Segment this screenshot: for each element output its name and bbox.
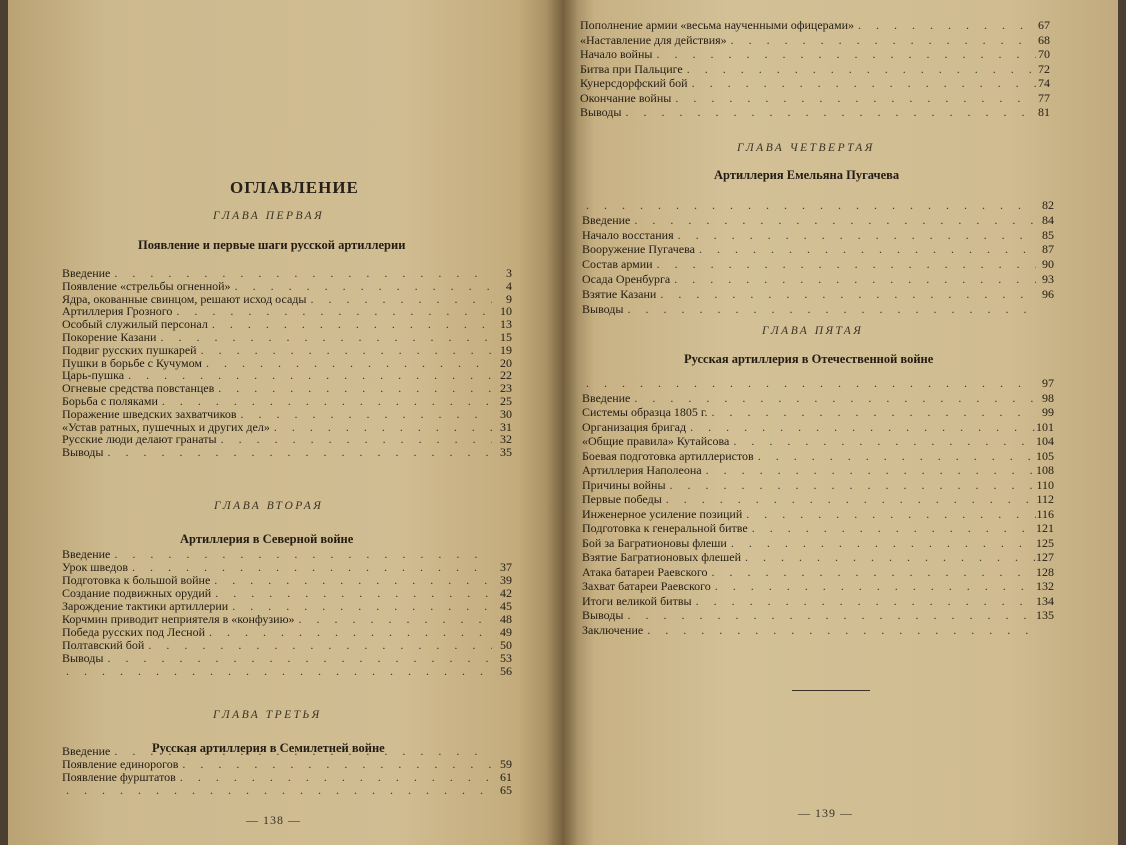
dot-leader [695, 242, 1036, 256]
toc-entry-title: Борьба с поляками [62, 394, 158, 408]
toc-entry-page: 110 [1036, 477, 1054, 492]
toc-entry-page: 67 [1038, 18, 1050, 32]
toc-entry [582, 463, 1036, 477]
toc-entry [580, 62, 1036, 76]
toc-entry-title: Создание подвижных орудий [62, 586, 212, 600]
toc-entry-title: Введение [62, 744, 111, 758]
toc-entry [582, 242, 1036, 256]
right-page [562, 0, 1118, 845]
toc-entry-title: Системы образца 1805 г. [582, 405, 708, 419]
toc-entry-title: Пушки в борьбе с Кучумом [62, 355, 202, 370]
toc-entry [582, 391, 1036, 405]
toc-entry-title: Русские люди делают гранаты [62, 432, 217, 447]
dot-leader [178, 757, 492, 771]
toc-entry-title: Подготовка к генеральной битве [582, 521, 748, 535]
toc-entry-title: Атака батареи Раевского [582, 564, 708, 579]
toc-entry [580, 76, 1036, 90]
toc-entry [62, 744, 492, 758]
toc-entry-page: 23 [500, 381, 512, 396]
dot-leader [727, 536, 1036, 550]
toc-entry-page: 121 [1036, 521, 1054, 535]
dot-leader [674, 228, 1036, 242]
toc-entry [62, 651, 492, 665]
toc-heading: ОГЛАВЛЕНИЕ [230, 178, 359, 197]
toc-entry [580, 18, 1036, 32]
toc-entry-title: Полтавский бой [62, 638, 145, 652]
toc-entry-title: Победа русских под Лесной [62, 625, 205, 639]
toc-entry-page: 93 [1042, 272, 1054, 286]
dot-leader [727, 33, 1036, 47]
toc-entry-page: 112 [1036, 492, 1054, 506]
toc-entry-page: 15 [500, 330, 512, 344]
toc-entry-page: 42 [500, 586, 512, 600]
dot-leader [228, 599, 492, 613]
toc-entry [582, 213, 1036, 227]
toc-entry-title: Выводы [62, 651, 104, 665]
dot-leader [582, 198, 1036, 212]
toc-entry [582, 302, 1036, 316]
toc-entry-title: Введение [582, 390, 631, 405]
toc-entry-page: 96 [1042, 286, 1054, 301]
toc-entry-title: Итоги великой битвы [582, 593, 692, 608]
toc-entry-page: 31 [500, 419, 512, 434]
chapter-title: Русская артиллерия в Отечественной войне [684, 352, 934, 366]
toc-entry-page: 127 [1036, 550, 1054, 564]
toc-entry [582, 198, 1036, 212]
toc-entry-page: 125 [1036, 535, 1054, 550]
toc-entry-title: Введение [582, 212, 631, 227]
toc-entry [582, 272, 1036, 286]
toc-entry [582, 449, 1036, 463]
dot-leader [711, 579, 1036, 593]
toc-entry-page: 74 [1038, 76, 1050, 90]
toc-entry-page: 50 [500, 638, 512, 652]
toc-entry-title: Заключение [582, 622, 644, 637]
chapter-label: ГЛАВА ПЯТАЯ [762, 325, 864, 337]
toc-entry-title: Окончание войны [580, 90, 672, 105]
toc-entry [582, 536, 1036, 550]
dot-leader [754, 449, 1036, 463]
toc-entry-page: 105 [1036, 448, 1054, 463]
chapter-label: ГЛАВА ТРЕТЬЯ [213, 709, 322, 721]
toc-entry [62, 638, 492, 652]
toc-entry-page: 13 [500, 317, 512, 332]
toc-entry [62, 547, 492, 561]
dot-leader [103, 651, 492, 665]
toc-entry [62, 586, 492, 600]
dot-leader [692, 594, 1036, 608]
toc-entry-page: 135 [1036, 608, 1054, 622]
toc-entry [582, 623, 1036, 637]
toc-entry-page: 72 [1038, 61, 1050, 76]
toc-entry-title: Кунерсдорфский бой [580, 76, 688, 90]
toc-entry-title: Начало войны [580, 47, 653, 61]
toc-entry-page: 101 [1036, 419, 1054, 434]
toc-entry-page: 116 [1036, 506, 1054, 521]
toc-entry [582, 565, 1036, 579]
toc-entry-page: 70 [1038, 47, 1050, 61]
toc-entry-page: 134 [1036, 593, 1054, 608]
dot-leader [702, 463, 1036, 477]
toc-entry [582, 507, 1036, 521]
dot-leader [670, 272, 1036, 286]
toc-entry-page: 81 [1038, 105, 1050, 119]
toc-entry-page: 9 [506, 291, 512, 306]
toc-entry-title: Артиллерия Грозного [62, 304, 173, 319]
toc-entry-title: Выводы [580, 105, 622, 119]
toc-entry-page: 104 [1036, 434, 1054, 448]
dot-leader [729, 434, 1036, 448]
toc-entry [62, 770, 492, 784]
toc-entry-title: Появление фурштатов [62, 770, 176, 784]
toc-entry-title: Взятие Багратионовых флешей [582, 550, 742, 564]
dot-leader [176, 770, 492, 784]
toc-entry-title: Царь-пушка [62, 368, 125, 383]
left-page-footer: — 138 — [246, 813, 301, 827]
toc-entry [580, 47, 1036, 61]
chapter-label: ГЛАВА ЧЕТВЕРТАЯ [737, 142, 875, 154]
toc-entry-title: Ядра, окованные свинцом, решают исход осады [62, 291, 307, 306]
toc-entry-title: Бой за Багратионовы флеши [582, 535, 727, 550]
toc-entry-page: 65 [500, 783, 512, 797]
toc-entry [62, 573, 492, 587]
toc-entry [62, 560, 492, 574]
toc-entry-page: 87 [1042, 242, 1054, 257]
toc-entry-page: 56 [500, 664, 512, 678]
dot-leader [688, 76, 1036, 90]
toc-entry [582, 420, 1036, 434]
toc-entry-title: Особый служилый персонал [62, 317, 208, 332]
toc-entry-title: Выводы [62, 445, 104, 460]
left-page [8, 0, 562, 845]
toc-entry-title: Выводы [582, 608, 624, 622]
toc-entry-title: Начало восстания [582, 227, 674, 242]
toc-entry [580, 33, 1036, 47]
toc-entry-page: 30 [500, 406, 512, 421]
dot-leader [707, 565, 1036, 579]
toc-entry-page: 32 [500, 432, 512, 447]
toc-entry [62, 625, 492, 639]
toc-entry [580, 91, 1036, 105]
toc-entry-title: Покорение Казани [62, 330, 157, 344]
toc-entry-title: Причины войны [582, 477, 666, 492]
dot-leader [630, 213, 1036, 227]
toc-entry-title: Урок шведов [62, 560, 129, 574]
toc-entry-title: Появление единорогов [62, 757, 179, 771]
toc-entry-title: Появление «стрельбы огненной» [62, 278, 231, 293]
toc-entry-title: Поражение шведских захватчиков [62, 406, 237, 421]
toc-entry-title: Первые победы [582, 492, 662, 506]
toc-entry [582, 492, 1036, 506]
dot-leader [652, 47, 1036, 61]
toc-entry-page: 37 [500, 560, 512, 574]
toc-entry [62, 757, 492, 771]
toc-entry-page: 45 [500, 599, 512, 613]
toc-entry-title: Боевая подготовка артиллеристов [582, 448, 754, 463]
toc-entry-title: Выводы [582, 301, 624, 316]
dot-leader [656, 287, 1036, 301]
toc-entry-title: Инженерное усиление позиций [582, 506, 743, 521]
chapter-title: Русская артиллерия в Семилетней войне [152, 741, 385, 755]
toc-entry-title: Введение [62, 547, 111, 561]
toc-entry-page: 20 [500, 355, 512, 370]
dot-leader [205, 625, 492, 639]
dot-leader [295, 612, 492, 626]
toc-entry [582, 478, 1036, 492]
toc-entry-page: 132 [1036, 579, 1054, 593]
toc-entry [62, 599, 492, 613]
chapter-label: ГЛАВА ПЕРВАЯ [213, 210, 325, 222]
dot-leader [110, 744, 492, 758]
toc-entry [582, 257, 1036, 271]
toc-entry-title: Артиллерия Наполеона [582, 463, 702, 477]
toc-entry-page: 61 [500, 770, 512, 784]
dot-leader [707, 405, 1036, 419]
dot-leader [742, 507, 1036, 521]
toc-entry [582, 550, 1036, 564]
toc-entry-page: 3 [506, 266, 512, 280]
toc-entry-title: Подвиг русских пушкарей [62, 342, 197, 357]
dot-leader [748, 521, 1036, 535]
toc-entry-page: 39 [500, 573, 512, 587]
toc-entry-title: Корчмин приводит неприятеля в «конфузию» [62, 612, 295, 626]
dot-leader [854, 18, 1036, 32]
toc-entry-title: Подготовка к большой войне [62, 573, 211, 587]
toc-entry [62, 612, 492, 626]
dot-leader [623, 608, 1036, 622]
toc-entry [582, 594, 1036, 608]
dot-leader [103, 445, 492, 459]
toc-entry-page: 99 [1042, 405, 1054, 419]
toc-entry-title: Состав армии [582, 257, 653, 272]
toc-entry-page: 98 [1042, 390, 1054, 405]
toc-entry-page: 10 [500, 304, 512, 319]
toc-entry [582, 287, 1036, 301]
toc-entry-page: 84 [1042, 212, 1054, 227]
dot-leader [62, 664, 492, 678]
toc-entry [62, 664, 492, 678]
toc-entry [580, 105, 1036, 119]
toc-entry [582, 405, 1036, 419]
toc-entry [582, 228, 1036, 242]
toc-entry-page: 59 [500, 757, 512, 771]
toc-entry [582, 376, 1036, 390]
toc-entry-page: 85 [1042, 227, 1054, 242]
toc-entry-page: 22 [500, 368, 512, 383]
dot-leader [623, 302, 1036, 316]
toc-entry-page: 97 [1042, 376, 1054, 390]
toc-entry-page: 25 [500, 394, 512, 408]
toc-entry [582, 521, 1036, 535]
dot-leader [741, 550, 1036, 564]
dot-leader [211, 586, 492, 600]
toc-entry-page: 19 [500, 342, 512, 357]
toc-entry-page: 108 [1036, 463, 1054, 477]
toc-entry-title: Зарождение тактики артиллерии [62, 599, 229, 613]
chapter-label: ГЛАВА ВТОРАЯ [214, 500, 324, 512]
end-divider [792, 690, 870, 691]
chapter-title: Появление и первые шаги русской артиллерии [138, 238, 406, 252]
dot-leader [630, 391, 1036, 405]
dot-leader [662, 492, 1036, 506]
toc-entry-page: 82 [1042, 198, 1054, 212]
book-spine [546, 0, 578, 845]
dot-leader [62, 783, 492, 797]
chapter-title: Артиллерия в Северной войне [180, 532, 354, 546]
toc-entry-page: 48 [500, 612, 512, 626]
dot-leader [128, 560, 492, 574]
dot-leader [666, 478, 1036, 492]
chapter-title: Артиллерия Емельяна Пугачева [714, 168, 900, 182]
toc-entry-page: 90 [1042, 257, 1054, 272]
dot-leader [210, 573, 492, 587]
dot-leader [653, 257, 1036, 271]
dot-leader [686, 420, 1036, 434]
dot-leader [621, 105, 1036, 119]
toc-entry-page: 128 [1036, 564, 1054, 579]
toc-entry-title: Организация бригад [582, 419, 687, 434]
toc-entry-title: Битва при Пальциге [580, 61, 683, 76]
toc-entry-page: 49 [500, 625, 512, 639]
toc-entry-title: Вооружение Пугачева [582, 242, 695, 257]
dot-leader [110, 547, 492, 561]
toc-entry [582, 579, 1036, 593]
toc-entry-title: Осада Оренбурга [582, 272, 671, 286]
toc-entry-page: 4 [506, 278, 512, 293]
toc-entry-page: 53 [500, 651, 512, 665]
toc-entry [582, 434, 1036, 448]
toc-entry-title: «Общие правила» Кутайсова [582, 434, 730, 448]
toc-entry-title: Введение [62, 266, 111, 280]
toc-entry [62, 783, 492, 797]
toc-entry [62, 445, 492, 459]
dot-leader [582, 376, 1036, 390]
toc-entry-page: 68 [1038, 32, 1050, 47]
toc-entry-page: 35 [500, 445, 512, 460]
toc-entry-title: Захват батареи Раевского [582, 579, 711, 593]
toc-entry-title: Взятие Казани [582, 286, 657, 301]
dot-leader [683, 62, 1036, 76]
dot-leader [643, 623, 1036, 637]
toc-entry-title: «Устав ратных, пушечных и других дел» [62, 419, 270, 434]
right-page-footer: — 139 — [798, 806, 853, 820]
dot-leader [144, 638, 492, 652]
dot-leader [671, 91, 1036, 105]
toc-entry-title: Огневые средства повстанцев [62, 381, 215, 396]
toc-entry [582, 608, 1036, 622]
toc-entry-title: Пополнение армии «весьма наученными офицерами» [580, 18, 854, 32]
toc-entry-page: 77 [1038, 90, 1050, 105]
toc-entry-title: «Наставление для действия» [580, 32, 727, 47]
